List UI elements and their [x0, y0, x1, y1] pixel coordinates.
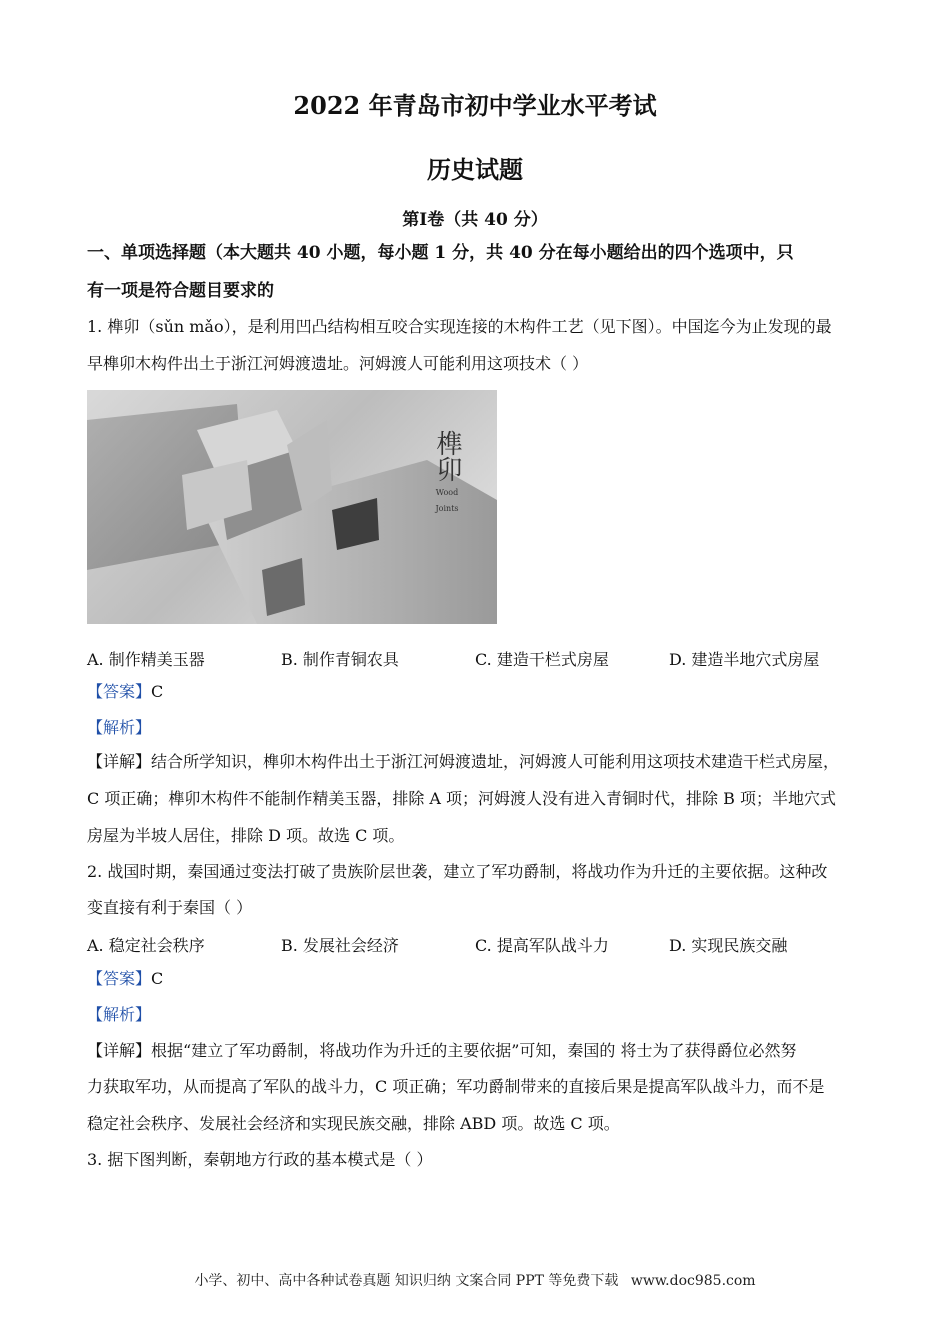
- q1-answer-value: C: [151, 682, 164, 701]
- image-caption-chinese: 榫卯: [432, 430, 462, 482]
- q1-option-d: D. 建造半地穴式房屋: [669, 650, 820, 669]
- q1-answer: [87, 681, 163, 703]
- footer-text: 小学、初中、高中各种试卷真题 知识归纳 文案合同 PPT 等免费下载: [194, 1273, 619, 1289]
- q2-option-a: A. 稳定社会秩序: [87, 936, 205, 955]
- q2-answer-tag: 【答案】: [87, 969, 152, 988]
- q2-option-c: C. 提高军队战斗力: [475, 936, 609, 955]
- q1-detail-line2: C 项正确；榫卯木构件不能制作精美玉器，排除 A 项；河姆渡人没有进入青铜时代，排除 B 项；半地穴式: [87, 789, 836, 808]
- part-heading-line2: 有一项是符合题目要求的: [87, 281, 274, 301]
- q2-answer-value: C: [151, 969, 164, 988]
- q2-detail-line2: 力获取军功，从而提高了军队的战斗力，C 项正确；军功爵制带来的直接后果是提高军队战斗力，而不是: [87, 1077, 825, 1096]
- q1-detail-tag: 【详解】: [87, 752, 152, 771]
- q2-detail-line3: 稳定社会秩序、发展社会经济和实现民族交融，排除 ABD 项。故选 C 项。: [87, 1114, 620, 1133]
- exam-title: 2022 年青岛市初中学业水平考试: [293, 91, 657, 120]
- q1-option-c: C. 建造干栏式房屋: [475, 650, 609, 669]
- q2-option-b: B. 发展社会经济: [281, 936, 399, 955]
- q1-option-a: A. 制作精美玉器: [87, 650, 205, 669]
- q2-stem-line2: 变直接有利于秦国（ ）: [87, 898, 253, 917]
- q2-answer: [87, 968, 163, 990]
- page-footer: [0, 1270, 950, 1290]
- q3-stem-line1: 3. 据下图判断，秦朝地方行政的基本模式是（ ）: [87, 1150, 433, 1169]
- section-title: 第Ⅰ卷（共 40 分）: [402, 210, 548, 230]
- q2-analysis-tag: 【解析】: [87, 1005, 152, 1024]
- q2-option-d: D. 实现民族交融: [669, 936, 788, 955]
- image-caption-english-2: Joints: [435, 504, 459, 513]
- q1-stem-line1: 1. 榫卯（sǔn mǎo），是利用凹凸结构相互咬合实现连接的木构件工艺（见下图）。中国迄今为止发现的最: [87, 317, 832, 336]
- q1-detail-line1: [87, 751, 839, 773]
- q1-detail-text1: 结合所学知识，榫卯木构件出土于浙江河姆渡遗址，河姆渡人可能利用这项技术建造干栏式房屋，: [151, 752, 840, 771]
- part-heading-line1: 一、单项选择题（本大题共 40 小题，每小题 1 分，共 40 分在每小题给出的四个选项中，只: [87, 243, 794, 263]
- q1-analysis-tag: 【解析】: [87, 718, 152, 737]
- image-caption-english-1: Wood: [435, 488, 459, 497]
- mortise-tenon-image: [87, 390, 497, 624]
- q2-detail-tag: 【详解】: [87, 1041, 152, 1060]
- q1-stem-line2: 早榫卯木构件出土于浙江河姆渡遗址。河姆渡人可能利用这项技术（ ）: [87, 354, 589, 373]
- footer-url[interactable]: www.doc985.com: [630, 1273, 756, 1289]
- image-caption: [427, 430, 467, 514]
- q2-stem-line1: 2. 战国时期，秦国通过变法打破了贵族阶层世袭，建立了军功爵制，将战功作为升迁的主要依据。这种改: [87, 862, 828, 881]
- q2-detail-text1: 根据“建立了军功爵制，将战功作为升迁的主要依据”可知，秦国的 将士为了获得爵位必然努: [151, 1041, 797, 1060]
- q1-answer-tag: 【答案】: [87, 682, 152, 701]
- q1-detail-line3: 房屋为半坡人居住，排除 D 项。故选 C 项。: [87, 826, 405, 845]
- q2-detail-line1: [87, 1040, 796, 1062]
- q1-option-b: B. 制作青铜农具: [281, 650, 399, 669]
- exam-subject: 历史试题: [427, 155, 523, 184]
